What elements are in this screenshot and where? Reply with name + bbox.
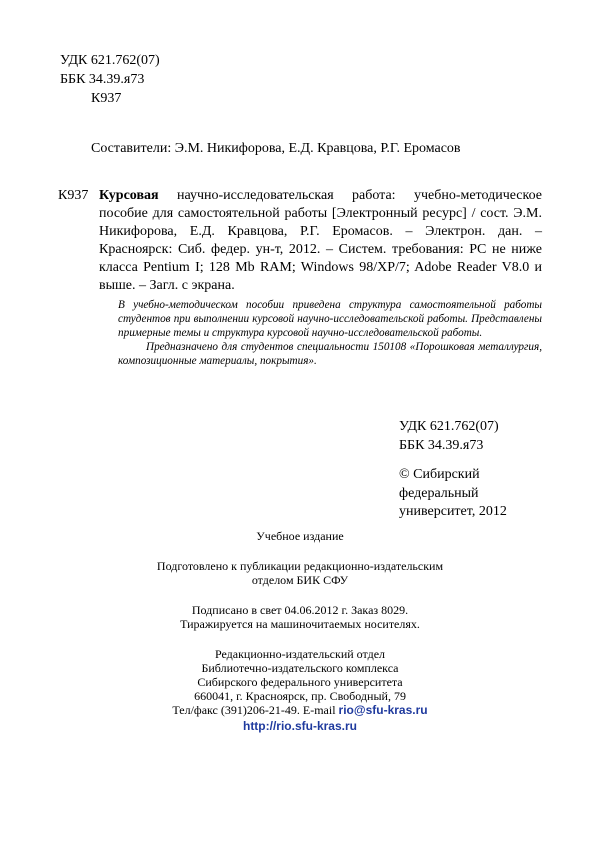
- publisher-line-1: Редакционно-издательский отдел: [214, 647, 386, 661]
- annotation-paragraph-1: В учебно-методическом пособии приведена структура самостоятельной работы студентов при выполнении курсовой научно-исследовательской работы. Представлены примерные темы и структура курсовой научно-исследовательской работы.: [118, 299, 542, 339]
- udk-code-bottom: УДК 621.762(07): [399, 419, 499, 434]
- copyright-line-3: университет, 2012: [399, 504, 507, 519]
- bbk-code-bottom: ББК 34.39.я73: [399, 438, 484, 453]
- copyright-line-1: © Сибирский: [399, 467, 480, 482]
- publisher-line-3: Сибирского федерального университета: [197, 675, 403, 689]
- compilers-line: Составители: Э.М. Никифорова, Е.Д. Кравцова, Р.Г. Еромасов: [91, 141, 461, 156]
- publisher-address: 660041, г. Красноярск, пр. Свободный, 79: [194, 689, 406, 703]
- prepared-by-line-1: Подготовлено к публикации редакционно-издательским: [156, 559, 444, 573]
- prepared-by-line-2: отделом БИК СФУ: [251, 573, 349, 587]
- bbk-code: ББК 34.39.я73: [60, 72, 145, 87]
- biblio-title-bold: Курсовая: [99, 188, 159, 203]
- author-mark: К937: [91, 91, 122, 106]
- website-link[interactable]: http://rio.sfu-kras.ru: [242, 719, 357, 733]
- copyright-line-2: федеральный: [399, 485, 479, 501]
- edition-type: Учебное издание: [256, 529, 344, 543]
- copyright-notice: [399, 466, 539, 522]
- bibliographic-description: [99, 187, 542, 295]
- udk-code: УДК 621.762(07): [60, 53, 160, 68]
- contacts-line: [0, 703, 600, 718]
- phone-fax-text: Тел/факс (391)206-21-49. E-mail: [172, 703, 339, 717]
- publisher-line-2: Библиотечно-издательского комплекса: [201, 661, 399, 675]
- biblio-description-text: научно-исследовательская работа: учебно-методическое пособие для самостоятельной работы [Электронный ресурс] / сост. Э.М. Никифорова, Е.Д. Кравцова, Р.Г. Еромасов. – Электрон. дан. – Красноярск: Сиб. федер. ун-т, 2012. – Систем. требования: PC не ниже класса Pentium I; 128 Mb RAM; Windows 98/XP/7; Adobe Reader V8.0 и выше. – Загл. с экрана.: [99, 188, 542, 293]
- email-link[interactable]: rio@sfu-kras.ru: [338, 703, 428, 717]
- copies-note: Тиражируется на машиночитаемых носителях.: [180, 617, 420, 631]
- biblio-author-mark: К937: [58, 188, 89, 203]
- annotation: [118, 298, 542, 368]
- annotation-paragraph-2: Предназначено для студентов специальности 150108 «Порошковая металлургия, композиционные материалы, покрытия».: [118, 341, 542, 367]
- website-line: [0, 717, 600, 735]
- signed-for-publication: Подписано в свет 04.06.2012 г. Заказ 8029.: [191, 603, 409, 617]
